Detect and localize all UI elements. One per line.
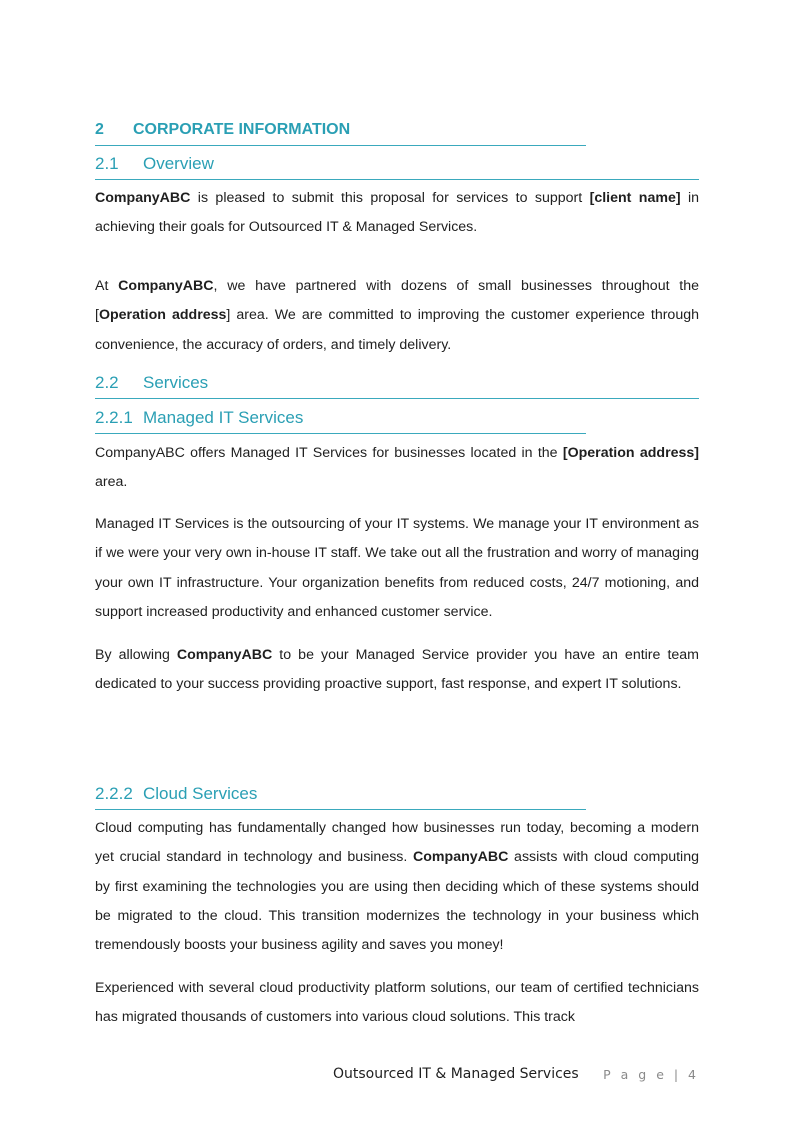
text-run: in achieving their goals for Outsourced IT & Managed Services.: [95, 190, 700, 236]
text-run: area.: [95, 474, 128, 491]
heading-text: Cloud Services: [143, 784, 258, 803]
text-run: to be your Managed Service provider you have an entire team dedicated to your success providing proactive support, fast response, and expert IT solutions.: [95, 647, 699, 693]
heading-number: 2.2.2: [95, 784, 133, 803]
managed-paragraph-1: [95, 439, 699, 498]
heading-number: 2.1: [95, 154, 119, 173]
heading-managed-it-services: [95, 408, 586, 434]
heading-corporate-information: [95, 121, 586, 146]
text-run: By allowing: [95, 647, 177, 663]
heading-cloud-services: [95, 784, 586, 810]
text-run: , we have partnered with dozens of small businesses throughout the [: [95, 278, 699, 324]
heading-text: Services: [143, 373, 209, 392]
text-run: ] area. We are committed to improving the customer experience through convenience, the accuracy of orders, and timely delivery.: [95, 307, 699, 353]
company-name: CompanyABC: [95, 190, 191, 206]
overview-paragraph-1: [95, 184, 699, 243]
footer-page-number: P a g e | 4: [603, 1067, 699, 1082]
company-name: CompanyABC: [413, 849, 509, 866]
cloud-paragraph-2: Experienced with several cloud productivity platform solutions, our team of certified technicians has migrated thousands of customers into various cloud solutions. This track: [95, 980, 699, 1026]
footer-document-title: Outsourced IT & Managed Services: [333, 1066, 579, 1082]
heading-text: Overview: [143, 154, 214, 173]
heading-number: 2.2.1: [95, 408, 133, 427]
client-name-placeholder: [client name]: [589, 190, 681, 206]
heading-text: Managed IT Services: [143, 408, 304, 427]
text-run: CompanyABC offers Managed IT Services for businesses located in the: [95, 445, 563, 461]
cloud-paragraph-1: [95, 814, 699, 960]
company-name: CompanyABC: [176, 647, 273, 663]
page-footer: [0, 1066, 794, 1086]
heading-number: 2: [95, 121, 104, 138]
heading-text: CORPORATE INFORMATION: [133, 121, 351, 138]
managed-paragraph-2: Managed IT Services is the outsourcing of your IT systems. We manage your IT environment as if we were your very own in-house IT staff. We take out all the frustration and worry of managing your own IT infrastructure. Your organization benefits from reduced costs, 24/7 motioning, and support increased productivity and enhanced customer service.: [95, 516, 699, 620]
text-run: Cloud computing has fundamentally changed how businesses run today, becoming a modern yet crucial standard in technology and business.: [95, 820, 699, 866]
managed-paragraph-3: [95, 641, 699, 700]
operation-address-placeholder: [Operation address]: [562, 445, 700, 461]
company-name: CompanyABC: [118, 278, 214, 294]
text-run: assists with cloud computing by first examining the technologies you are using then deciding which of these systems should be migrated to the cloud. This transition modernizes the technology in your business which tremendously boosts your business agility and saves you money!: [95, 849, 699, 954]
operation-address-placeholder: Operation address: [98, 307, 227, 324]
overview-paragraph-2: [95, 272, 699, 360]
heading-number: 2.2: [95, 373, 119, 392]
heading-overview: [95, 154, 699, 180]
text-run: At: [95, 278, 119, 294]
heading-services: [95, 373, 699, 399]
text-run: is pleased to submit this proposal for services to support: [190, 190, 590, 206]
